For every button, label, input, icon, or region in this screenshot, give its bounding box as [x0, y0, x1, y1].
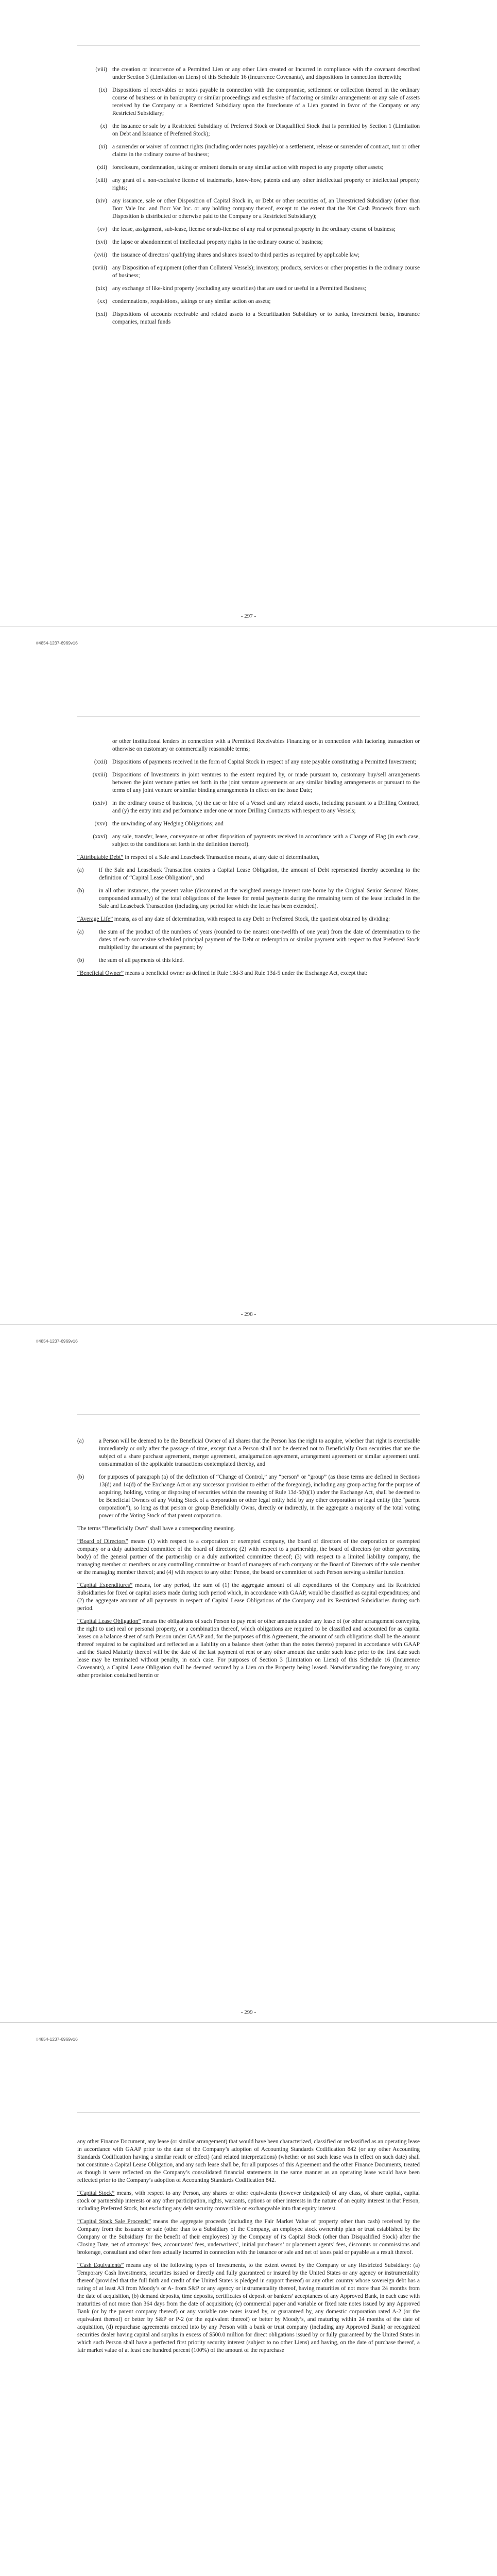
page-footer-rule — [0, 2022, 497, 2023]
defined-term: “Capital Expenditures” — [77, 1582, 133, 1588]
item-number: (a) — [77, 929, 84, 935]
list-item — [77, 771, 420, 794]
document-id: #4854-1237-6969v16 — [36, 640, 78, 646]
defined-term: “Cash Equivalents” — [77, 2262, 124, 2268]
definition-cash-equivalents — [77, 2262, 420, 2354]
defined-term: “Capital Stock” — [77, 2190, 115, 2196]
definition-text: means, with respect to any Person, any shares or other equivalents (however designated) of any class, of share capital, capital stock or partnership interests or any other participation, rights, warrants, options or other interests in the nature of an equity interest in that Person, including Preferred Stock, but excluding any debt security convertible or exchangeable into that equity interest. — [77, 2190, 420, 2212]
item-number: (b) — [77, 1474, 84, 1480]
item-text: any grant of a non-exclusive license of trademarks, know-how, patents and any other intellectual property or intellectual property rights; — [112, 177, 420, 191]
item-number: (xx) — [97, 298, 107, 304]
document-id: #4854-1237-6969v16 — [36, 2037, 78, 2042]
definition-board-of-directors — [77, 1538, 420, 1577]
item-text: for purposes of paragraph (a) of the definition of “Change of Control,” any “person” or “group” (as those terms are defined in Sections 13(d) and 14(d) of the Exchange Act or any successor provision to either of the foregoing), including any group acting for the purpose of acquiring, holding, voting or disposing of securities within the meaning of Rule 13d-5(b)(1) under the Exchange Act, shall be deemed to be Beneficial Owners of any Voting Stock of a corporation or other legal entity held by any other corporation or legal entity (the “parent corporation”), so long as that person or group Beneficially Owns, directly or indirectly, in the aggregate a majority of the total voting power of the Voting Stock of that parent corporation. — [99, 1474, 420, 1519]
page-top-rule — [77, 716, 420, 717]
list-item — [77, 239, 420, 246]
definition-text: means, for any period, the sum of (1) the aggregate amount of all expenditures of the Company and its Restricted Subsidiaries for fixed or capital assets made during such period which, in accordance with GAAP, would be classified as capital expenditures; and (2) the aggregate amount of all payments in respect of Capital Lease Obligations of the Company and its Restricted Subsidiaries during such period. — [77, 1582, 420, 1612]
list-item — [77, 251, 420, 259]
item-number: (x) — [100, 123, 107, 129]
definition-capital-lease-obligation — [77, 1618, 420, 1680]
definition-text: in respect of a Sale and Leaseback Transaction means, at any date of determination, — [123, 854, 320, 860]
list-item — [77, 887, 420, 910]
item-number: (xxvi) — [93, 834, 107, 840]
definition-text: means the obligations of such Person to pay rent or other amounts under any lease of (or other arrangement conveying the right to use) real or personal property, or a combination thereof, which obligations are required to be classified and accounted for as capital leases on a balance sheet of such Person under GAAP and, for the purposes of this Agreement, the amount of such obligations shall be the amount thereof required to be capitalized and reflected as a liability on a balance sheet (other than the notes thereto) prepared in accordance with GAAP and the Stated Maturity thereof will be the date of the last payment of rent or any other amount due under such lease prior to the first date such lease may be terminated without penalty, in each case. For purposes of Section 3 (Limitation on Liens) of this Schedule 16 (Incurrence Covenants), a Capital Lease Obligation shall be deemed secured by a Lien on the Property being leased. Notwithstanding the foregoing or any other provision contained herein or — [77, 1618, 420, 1679]
item-number: (xvii) — [94, 252, 107, 258]
list-item — [77, 1473, 420, 1520]
item-text: the sum of all payments of this kind. — [99, 957, 184, 963]
item-text: a surrender or waiver of contract rights (including order notes payable) or a settlement, release or surrender of contract, tort or other claims in the ordinary course of business; — [112, 144, 420, 158]
item-number: (xxv) — [94, 821, 107, 827]
item-number: (xxiii) — [92, 772, 107, 778]
item-text: the creation or incurrence of a Permitted Lien or any other Lien created or Incurred in compliance with the covenant described under Section 3 (Limitation on Liens) of this Schedule 16 (Incurrence Covenants), and dispositions in connection therewith; — [112, 66, 420, 80]
list-item — [77, 177, 420, 192]
item-number: (xxi) — [96, 311, 107, 317]
list-item — [77, 298, 420, 306]
definition-text: means, as of any date of determination, with respect to any Debt or Preferred Stock, the quotient obtained by dividing: — [113, 916, 390, 922]
item-number: (viii) — [95, 66, 107, 73]
item-text: the lapse or abandonment of intellectual property rights in the ordinary course of business; — [112, 239, 323, 245]
item-number: (xiii) — [95, 177, 107, 183]
list-item — [77, 758, 420, 766]
page-297 — [0, 66, 497, 331]
item-text: if the Sale and Leaseback Transaction creates a Capital Lease Obligation, the amount of Debt represented thereby according to the definition of “Capital Lease Obligation”, and — [99, 867, 420, 881]
item-text: in all other instances, the present value (discounted at the weighted average interest rate borne by the Original Senior Secured Notes, compounded annually) of the total obligations of the lessee for rental payments during the remaining term of the lease included in the Sale and Leaseback Transaction (including any period for which the lease has been extended). — [99, 888, 420, 909]
definition-beneficial-owner — [77, 970, 420, 977]
page-300 — [0, 2138, 497, 2360]
definition-attributable-debt — [77, 854, 420, 861]
page-top-rule — [77, 45, 420, 46]
definition-average-life — [77, 916, 420, 923]
page-number: - 297 - — [241, 613, 256, 619]
item-text: the unwinding of any Hedging Obligations; and — [112, 821, 224, 827]
item-text: condemnations, requisitions, takings or any similar action on assets; — [112, 298, 271, 304]
item-number: (b) — [77, 888, 84, 894]
continuation-paragraph — [77, 738, 420, 753]
item-number: (a) — [77, 1438, 84, 1444]
definition-capital-stock — [77, 2190, 420, 2213]
defined-term: “Capital Lease Obligation” — [77, 1618, 141, 1624]
list-item — [77, 66, 420, 81]
item-number: (xviii) — [92, 265, 107, 271]
beneficially-own-sentence: The terms “Beneficially Own” shall have a corresponding meaning. — [77, 1526, 235, 1532]
list-item — [77, 800, 420, 815]
page-number: - 299 - — [241, 2009, 256, 2015]
item-text: any exchange of like-kind property (excluding any securities) that are used or useful in a Permitted Business; — [112, 285, 367, 292]
defined-term: “Board of Directors” — [77, 1538, 128, 1545]
definition-text: means any of the following types of Investments, to the extent owned by the Company or any Restricted Subsidiary: (a) Temporary Cash Investments, securities issued or directly and fully guaranteed or insured by the United States or any agency or instrumentality thereof (provided that the full faith and credit of the United States is pledged in support thereof) or any other country whose sovereign debt has a rating of at least A3 from Moody’s or A- from S&P or any agency or instrumentality thereof, having maturities of not more than 24 months from the date of acquisition, (b) demand deposits, time deposits, certificates of deposit or bankers’ acceptances of any Approved Bank, in each case with maturities of not more than 364 days from the date of acquisition; (c) commercial paper and variable or fixed rate notes issued by any Approved Bank (or by the parent company thereof) or any variable rate notes issued by, or guaranteed by, any domestic corporation rated A-2 (or the equivalent thereof) or better by S&P or P-2 (or the equivalent thereof) or better by Moody’s, and maturing within 24 months of the date of acquisition, (d) repurchase agreements entered into by any Person with a bank or trust company (including any Approved Bank) or recognized securities dealer having capital and surplus in excess of $500.0 million for direct obligations issued by or fully guaranteed by the United States in which such Person shall have a perfected first priority security interest (subject to no other Liens) and having, on the date of purchase thereof, a fair market value of at least one hundred percent (100%) of the amount of the repurchase — [77, 2262, 420, 2353]
list-item — [77, 143, 420, 159]
page-footer-rule — [0, 1324, 497, 1325]
item-text: the lease, assignment, sub-lease, license or sub-license of any real or personal property in the ordinary course of business; — [112, 226, 396, 232]
list-item — [77, 820, 420, 828]
item-text: foreclosure, condemnation, taking or eminent domain or any similar action with respect to any property other assets; — [112, 164, 384, 171]
list-item — [77, 311, 420, 326]
list-item — [77, 197, 420, 221]
page-top-rule — [77, 2112, 420, 2113]
item-text: a Person will be deemed to be the Beneficial Owner of all shares that the Person has the right to acquire, whether that right is exercisable immediately or only after the passage of time, except that a Person shall not be deemed not to Beneficially Own securities that are the subject of a share purchase agreement, merger agreement, amalgamation agreement, arrangement agreement or similar agreement until consummation of the applicable transactions contemplated thereby, and — [99, 1438, 420, 1467]
list-item — [77, 226, 420, 233]
item-text: the issuance of directors' qualifying shares and shares issued to third parties as required by applicable law; — [112, 252, 360, 258]
definition-text: means the aggregate proceeds (including the Fair Market Value of property other than cash) received by the Company from the issuance or sale (other than to a Subsidiary of the Company, an employee stock ownership plan or trust established by the Company or the Subsidiary for the benefit of their employees) by the Company of its Capital Stock (other than Disqualified Stock) after the Closing Date, net of attorneys’ fees, accountants’ fees, underwriters’, initial purchasers’ or placement agents’ fees, discounts or commissions and brokerage, consultant and other fees actually incurred in connection with the issuance or sale and net of taxes paid or payable as a result thereof. — [77, 2218, 420, 2256]
item-text: any issuance, sale or other Disposition of Capital Stock in, or Debt or other securities of, an Unrestricted Subsidiary (other than Borr Vale Inc. and Borr Var Inc. or any holding company thereof, except to the extent that the Net Cash Proceeds from such Disposition is distributed or otherwise paid to the Company or a Restricted Subsidiary); — [112, 198, 420, 219]
definition-text: means a beneficial owner as defined in Rule 13d-3 and Rule 13d-5 under the Exchange Act, except that: — [124, 970, 368, 976]
defined-term: “Beneficial Owner” — [77, 970, 124, 976]
item-number: (b) — [77, 957, 84, 963]
page-top-rule — [77, 1414, 420, 1415]
item-text: Dispositions of receivables or notes payable in connection with the compromise, settlement or collection thereof in the ordinary course of business or in bankruptcy or similar proceedings and exclusive of factoring or similar arrangements or any sale of assets received by the Company or a Restricted Subsidiary upon the foreclosure of a Lien granted in favor of the Company or any Restricted Subsidiary; — [112, 87, 420, 116]
definition-capital-stock-sale-proceeds — [77, 2218, 420, 2257]
item-number: (xix) — [96, 285, 107, 292]
definition-capital-expenditures — [77, 1582, 420, 1613]
list-item — [77, 164, 420, 172]
list-item — [77, 833, 420, 849]
item-text: any sale, transfer, lease, conveyance or other disposition of payments received in accordance with a Change of Flag (in each case, subject to the conditions set forth in the definition thereof). — [112, 834, 420, 848]
list-item — [77, 87, 420, 117]
list-item — [77, 867, 420, 882]
item-number: (xi) — [98, 144, 107, 150]
item-text: the sum of the product of the numbers of years (rounded to the nearest one-twelfth of one year) from the date of determination to the dates of each successive scheduled principal payment of the Debt or redemption or similar payment with respect to that Preferred Stock multiplied by the amount of the payment; by — [99, 929, 420, 951]
list-item — [77, 957, 420, 964]
list-item — [77, 1437, 420, 1468]
list-item — [77, 123, 420, 138]
continuation-text: or other institutional lenders in connection with a Permitted Receivables Financing or in connection with factoring transaction or otherwise on customary or commercially reasonable terms; — [112, 738, 420, 752]
continuation-paragraph: any other Finance Document, any lease (or similar arrangement) that would have been characterized, classified or reclassified as an operating lease in accordance with GAAP prior to the date of the Company’s adoption of Accounting Standards Codification 842 (or any other Accounting Standards Codification having a similar result or effect) (and related interpretations) (whether or not such lease was in effect on such date) shall not constitute a Capital Lease Obligation, and any such lease shall be, for all purposes of this Agreement and the other Finance Documents, treated as though it were reflected on the Company’s consolidated financial statements in the same manner as an operating lease would have been reflected prior to the Company’s adoption of Accounting Standards Codification 842. — [77, 2139, 420, 2183]
item-number: (xxii) — [94, 759, 107, 765]
defined-term: “Attributable Debt” — [77, 854, 124, 860]
item-text: in the ordinary course of business, (x) the use or hire of a Vessel and any related assets, including pursuant to a Drilling Contract, and (y) the entry into and performance under one or more Drilling Contracts with respect to any Vessels; — [112, 800, 420, 814]
item-number: (xxiv) — [93, 800, 107, 806]
page-299 — [0, 1437, 497, 1685]
page-number: - 298 - — [241, 1311, 256, 1317]
item-number: (xvi) — [96, 239, 107, 245]
list-item — [77, 285, 420, 293]
item-text: any Disposition of equipment (other than Collateral Vessels); inventory, products, services or other properties in the ordinary course of business; — [112, 265, 420, 279]
item-number: (a) — [77, 867, 84, 873]
item-number: (xiv) — [96, 198, 107, 204]
list-item — [77, 264, 420, 280]
item-text: Dispositions of Investments in joint ventures to the extent required by, or made pursuant to, customary buy/sell arrangements between the joint venture parties set forth in the joint venture agreements or any similar binding arrangements or pursuant to the terms of any joint venture or similar binding arrangements in effect on the Issue Date; — [112, 772, 420, 793]
item-number: (xii) — [97, 164, 107, 171]
item-number: (ix) — [98, 87, 107, 93]
item-text: Dispositions of accounts receivable and related assets to a Securitization Subsidiary or to banks, investment banks, insurance companies, mutual funds — [112, 311, 420, 325]
list-item — [77, 928, 420, 952]
item-text: the issuance or sale by a Restricted Subsidiary of Preferred Stock or Disqualified Stock that is permitted by Section 1 (Limitation on Debt and Issuance of Preferred Stock); — [112, 123, 420, 137]
item-text: Dispositions of payments received in the form of Capital Stock in respect of any note payable constituting a Permitted Investment; — [112, 759, 417, 765]
page-298 — [0, 738, 497, 982]
document-id: #4854-1237-6969v16 — [36, 1338, 78, 1344]
defined-term: “Capital Stock Sale Proceeds” — [77, 2218, 151, 2225]
definition-text: means (1) with respect to a corporation or exempted company, the board of directors of the corporation or exempted company or a duly authorized committee of the board of directors; (2) with respect to a partnership, the board of directors (or other governing body) of the general partner of the partnership or a duly authorized committee thereof; (3) with respect to a limited liability company, the managing member or members or any controlling committee or board of managers of such company or the Board of Directors of the sole member or the managing member thereof; and (4) with respect to any other Person, the board or committee of such Person serving a similar function. — [77, 1538, 420, 1575]
defined-term: “Average Life” — [77, 916, 113, 922]
item-number: (xv) — [97, 226, 107, 232]
